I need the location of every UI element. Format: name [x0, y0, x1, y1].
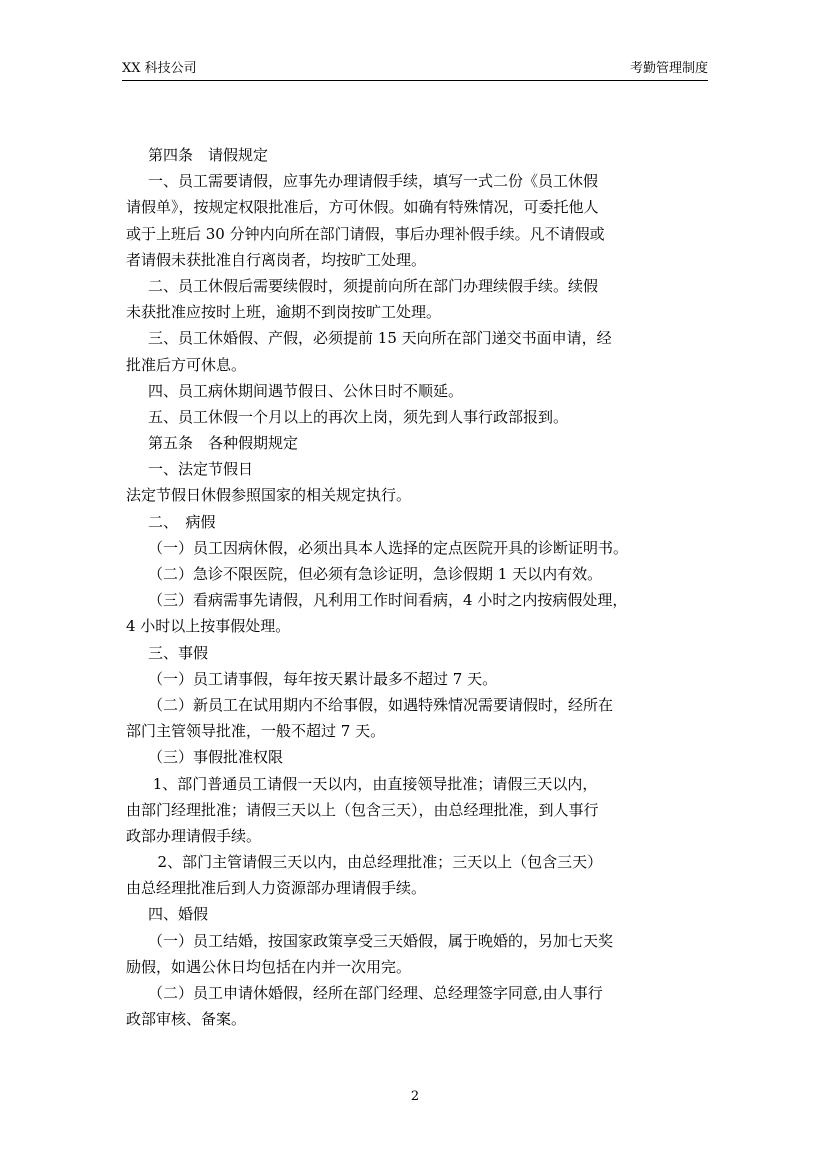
- body-line: （一）员工因病休假，必须出具本人选择的定点医院开具的诊断证明书。: [148, 538, 629, 557]
- body-line: 4 小时以上按事假处理。: [126, 617, 291, 636]
- body-line: 法定节假日休假参照国家的相关规定执行。: [126, 486, 412, 505]
- company-name: XX 科技公司: [122, 61, 197, 76]
- body-line: 励假，如遇公休日均包括在内并一次用完。: [126, 957, 412, 976]
- body-line: （三）事假批准权限: [148, 748, 284, 767]
- body-line: （一）员工结婚，按国家政策享受三天婚假，属于晚婚的，另加七天奖: [148, 931, 614, 950]
- body-line: 者请假未获批准自行离岗者，均按旷工处理。: [126, 250, 427, 269]
- body-line: （三）看病需事先请假，凡利用工作时间看病，4 小时之内按病假处理，: [148, 591, 628, 610]
- body-line: （二）新员工在试用期内不给事假，如遇特殊情况需要请假时，经所在: [148, 695, 614, 714]
- body-line: 四、员工病休期间遇节假日、公休日时不顺延。: [148, 381, 464, 400]
- body-line: 二、 病假: [148, 512, 216, 531]
- body-line: 一、员工需要请假，应事先办理请假手续，填写一式二份《员工休假: [148, 172, 599, 191]
- document-title: 考勤管理制度: [629, 61, 708, 76]
- body-line: 第五条 各种假期规定: [148, 434, 299, 453]
- body-line: 请假单》，按规定权限批准后，方可休假。如确有特殊情况，可委托他人: [126, 198, 599, 217]
- body-line: 第四条 请假规定: [148, 146, 269, 164]
- body-line: （二）急诊不限医院，但必须有急诊证明，急诊假期 1 天以内有效。: [148, 565, 603, 583]
- page-header: [122, 58, 708, 81]
- body-line: 批准后方可休息。: [126, 355, 247, 374]
- body-line: 四、婚假: [148, 905, 209, 924]
- body-line: （二）员工申请休婚假，经所在部门经理、总经理签字同意,由人事行: [148, 984, 603, 1002]
- body-line: 政部办理请假手续。: [126, 826, 262, 845]
- body-line: 2、部门主管请假三天以内，由总经理批准；三天以上（包含三天）: [148, 853, 603, 872]
- body-line: （一）员工请事假，每年按天累计最多不超过 7 天。: [148, 669, 498, 688]
- body-line: 未获批准应按时上班，逾期不到岗按旷工处理。: [126, 303, 442, 322]
- body-line: 三、员工休婚假、产假，必须提前 15 天向所在部门递交书面申请，经: [148, 329, 612, 348]
- body-line: 或于上班后 30 分钟内向所在部门请假，事后办理补假手续。凡不请假或: [126, 224, 605, 243]
- body-line: 部门主管领导批准，一般不超过 7 天。: [126, 722, 386, 741]
- body-line: 三、事假: [148, 643, 209, 662]
- body-line: 政部审核、备案。: [126, 1010, 247, 1029]
- page-number: 2: [410, 1089, 420, 1104]
- body-line: 五、员工休假一个月以上的再次上岗，须先到人事行政部报到。: [148, 407, 569, 426]
- body-line: 二、员工休假后需要续假时，须提前向所在部门办理续假手续。续假: [148, 276, 599, 295]
- body-line: 由部门经理批准；请假三天以上（包含三天），由总经理批准，到人事行: [126, 800, 599, 819]
- body-line: 由总经理批准后到人力资源部办理请假手续。: [126, 879, 427, 898]
- document-body: [122, 142, 712, 1032]
- body-line: 一、法定节假日: [148, 460, 254, 479]
- body-line: 1、部门普通员工请假一天以内，由直接领导批准；请假三天以内，: [148, 774, 598, 793]
